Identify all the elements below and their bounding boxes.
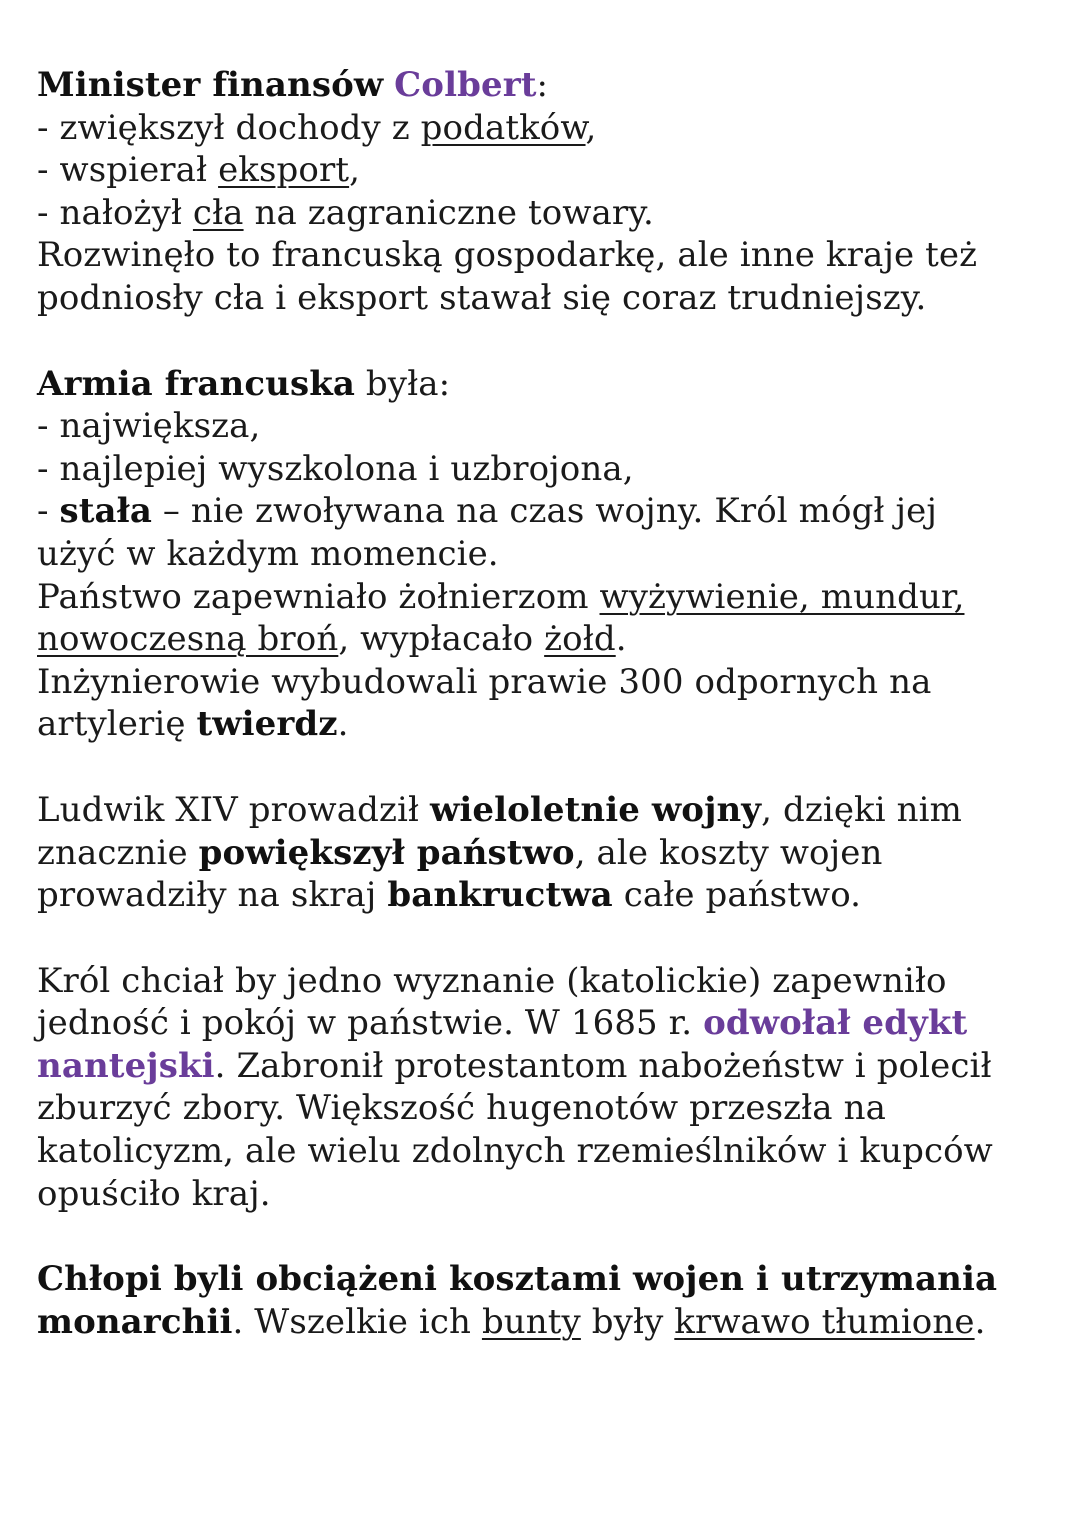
army-item3-bold: stała xyxy=(59,491,152,532)
section-colbert xyxy=(37,64,1057,320)
peasants-line2 xyxy=(37,1301,1057,1344)
army-item3-rest: – nie zwoływana na czas wojny. Król mógł jej xyxy=(152,491,937,532)
document-page xyxy=(37,64,1057,1343)
peasants-l1-bold: Chłopi byli obciążeni kosztami wojen i utrzymania xyxy=(37,1259,998,1300)
wars-l1-post: , dzięki nim xyxy=(761,789,962,830)
army-item-trained: - najlepiej wyszkolona i uzbrojona, xyxy=(37,448,634,489)
colbert-item1-pre: - zwiększył dochody z xyxy=(37,107,421,148)
wars-l3-post: całe państwo. xyxy=(612,875,862,916)
wars-line2 xyxy=(37,832,1057,875)
army-item-standing-cont: użyć w każdym momencie. xyxy=(37,533,499,574)
section-wars xyxy=(37,789,1057,917)
army-state-underlined2: nowoczesną broń xyxy=(37,619,339,660)
peasants-line1 xyxy=(37,1258,1057,1301)
army-state-post: . xyxy=(615,619,627,660)
wars-l2-post: , ale koszty wojen xyxy=(574,832,883,873)
religion-line6: opuściło kraj. xyxy=(37,1173,271,1214)
army-state-underlined1: wyżywienie, mundur, xyxy=(599,576,965,617)
wars-l3-bold: bankructwa xyxy=(387,875,613,916)
army-state-underlined3: żołd xyxy=(544,619,616,660)
colbert-heading-bold: Minister finansów xyxy=(37,65,384,105)
peasants-l2-bold: monarchii xyxy=(37,1301,233,1342)
religion-l2-pre: jedność i pokój w państwie. W 1685 r. xyxy=(37,1003,704,1044)
army-eng-bold: twierdz xyxy=(196,704,338,745)
wars-l1-pre: Ludwik XIV prowadził xyxy=(37,789,430,830)
army-state-mid: , wypłacało xyxy=(338,619,545,660)
army-heading-bold: Armia francuska xyxy=(37,363,355,404)
colbert-item1-underlined: podatków xyxy=(420,107,586,148)
army-item-largest: - największa, xyxy=(37,406,261,447)
colbert-item3-post: na zagraniczne towary. xyxy=(243,192,654,233)
army-item-standing xyxy=(37,490,1057,533)
colbert-item3-pre: - nałożył xyxy=(37,192,193,233)
peasants-l2-mid: . Wszelkie ich xyxy=(232,1301,482,1342)
colbert-item-duties xyxy=(37,192,1057,235)
wars-l3-pre: prowadziły na skraj xyxy=(37,875,388,916)
edict-revocation: odwołał edykt xyxy=(703,1003,968,1044)
religion-line1: Król chciał by jedno wyznanie (katolickie) zapewniło xyxy=(37,960,947,1001)
edict-name: nantejski xyxy=(37,1045,215,1086)
paragraph-gap xyxy=(37,917,1057,960)
colbert-heading xyxy=(37,64,1057,107)
section-army xyxy=(37,363,1057,746)
religion-line2 xyxy=(37,1002,1057,1045)
wars-l2-bold: powiększył państwo xyxy=(198,832,575,873)
army-state-pre: Państwo zapewniało żołnierzom xyxy=(37,576,600,617)
religion-line4: zburzyć zbory. Większość hugenotów przeszła na xyxy=(37,1088,886,1129)
wars-l1-bold: wieloletnie wojny xyxy=(429,789,762,830)
colbert-item2-post: , xyxy=(349,150,361,191)
colbert-item3-underlined: cła xyxy=(192,192,244,233)
colbert-item-export xyxy=(37,149,1057,192)
army-engineers-line2 xyxy=(37,703,1057,746)
peasants-l2-underlined2: krwawo tłumione xyxy=(674,1301,975,1342)
colbert-summary-line2: podniosły cła i eksport stawał się coraz trudniejszy. xyxy=(37,277,927,318)
religion-l3-post: . Zabronił protestantom nabożeństw i polecił xyxy=(214,1045,992,1086)
army-eng-pre: artylerię xyxy=(37,704,197,745)
colbert-item2-pre: - wspierał xyxy=(37,150,219,191)
peasants-l2-mid2: były xyxy=(580,1301,675,1342)
paragraph-gap xyxy=(37,1215,1057,1258)
paragraph-gap xyxy=(37,746,1057,789)
peasants-l2-post: . xyxy=(974,1301,986,1342)
colbert-name: Colbert xyxy=(394,65,537,105)
paragraph-gap xyxy=(37,320,1057,363)
army-state-line2 xyxy=(37,618,1057,661)
section-religion xyxy=(37,960,1057,1216)
army-state-line1 xyxy=(37,576,1057,619)
army-heading xyxy=(37,363,1057,406)
peasants-l2-underlined1: bunty xyxy=(481,1301,581,1342)
army-eng-post: . xyxy=(337,704,349,745)
colbert-item2-underlined: eksport xyxy=(218,150,350,191)
colbert-summary-line1: Rozwinęło to francuską gospodarkę, ale inne kraje też xyxy=(37,235,978,276)
colbert-item-taxes xyxy=(37,107,1057,150)
colbert-heading-colon: : xyxy=(536,65,549,105)
wars-line1 xyxy=(37,789,1057,832)
colbert-item1-post: , xyxy=(585,107,597,148)
religion-line3 xyxy=(37,1045,1057,1088)
army-engineers-line1: Inżynierowie wybudowali prawie 300 odpornych na xyxy=(37,661,932,702)
army-heading-rest: była: xyxy=(355,363,451,404)
army-item3-dash: - xyxy=(37,491,60,532)
wars-line3 xyxy=(37,874,1057,917)
wars-l2-pre: znacznie xyxy=(37,832,199,873)
religion-line5: katolicyzm, ale wielu zdolnych rzemieślników i kupców xyxy=(37,1131,993,1172)
section-peasants xyxy=(37,1258,1057,1343)
